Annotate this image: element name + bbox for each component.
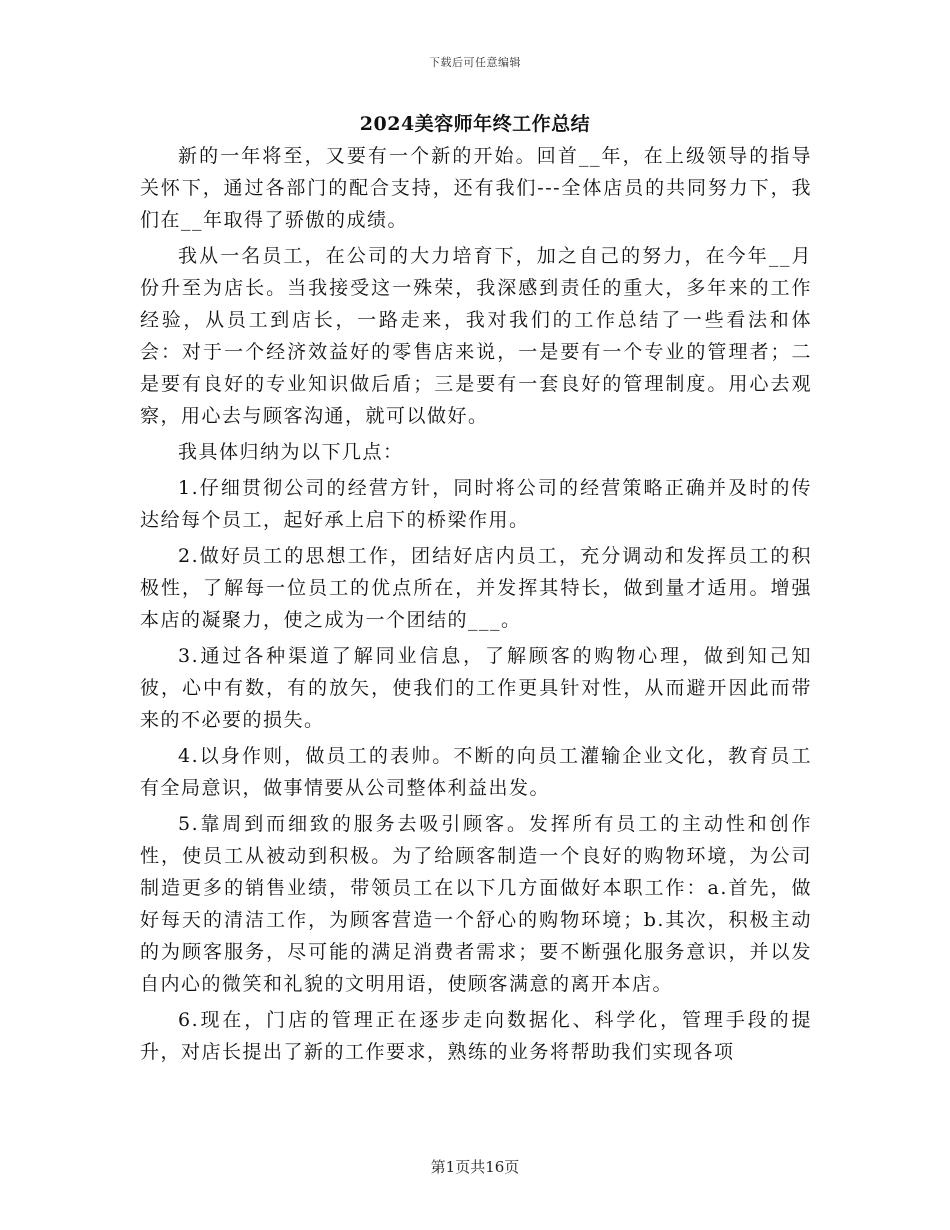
paragraph-point-6: 6.现在，门店的管理正在逐步走向数据化、科学化，管理手段的提升，对店长提出了新的工作要求，熟练的业务将帮助我们实现各项 [140,1009,812,1063]
page-number: 第1页共16页 [430,1158,520,1176]
paragraph-point-5: 5.靠周到而细致的服务去吸引顾客。发挥所有员工的主动性和创作性，使员工从被动到积极。为了给顾客制造一个良好的购物环境，为公司制造更多的销售业绩，带领员工在以下几方面做好本职工作：a.首先，做好每天的清洁工作，为顾客营造一个舒心的购物环境；b.其次，积极主动的为顾客服务，尽可能的满足消费者需求；要不断强化服务意识，并以发自内心的微笑和礼貌的文明用语，使顾客满意的离开本店。 [140,813,812,995]
paragraph-point-1: 1.仔细贯彻公司的经营方针，同时将公司的经营策略正确并及时的传达给每个员工，起好承上启下的桥梁作用。 [140,477,812,531]
paragraph-point-4: 4.以身作则，做员工的表帅。不断的向员工灌输企业文化，教育员工有全局意识，做事情要从公司整体利益出发。 [140,745,812,799]
paragraph-point-2: 2.做好员工的思想工作，团结好店内员工，充分调动和发挥员工的积极性，了解每一位员工的优点所在，并发挥其特长，做到量才适用。增强本店的凝聚力，使之成为一个团结的___。 [140,545,812,631]
header-note: 下载后可任意编辑 [429,56,521,69]
paragraph-intro: 新的一年将至，又要有一个新的开始。回首__年，在上级领导的指导关怀下，通过各部门的配合支持，还有我们---全体店员的共同努力下，我们在__年取得了骄傲的成绩。 [140,145,812,231]
paragraph-promotion: 我从一名员工，在公司的大力培育下，加之自己的努力，在今年__月份升至为店长。当我接受这一殊荣，我深感到责任的重大，多年来的工作经验，从员工到店长，一路走来，我对我们的工作总结了一些看法和体会：对于一个经济效益好的零售店来说，一是要有一个专业的管理者；二是要有良好的专业知识做后盾；三是要有一套良好的管理制度。用心去观察，用心去与顾客沟通，就可以做好。 [140,245,812,427]
document-body [140,140,812,1100]
document-title: 2024美容师年终工作总结 [359,113,591,135]
paragraph-point-3: 3.通过各种渠道了解同业信息，了解顾客的购物心理，做到知己知彼，心中有数，有的放矢，使我们的工作更具针对性，从而避开因此而带来的不必要的损失。 [140,645,812,731]
paragraph-summary-lead: 我具体归纳为以下几点： [178,441,404,463]
